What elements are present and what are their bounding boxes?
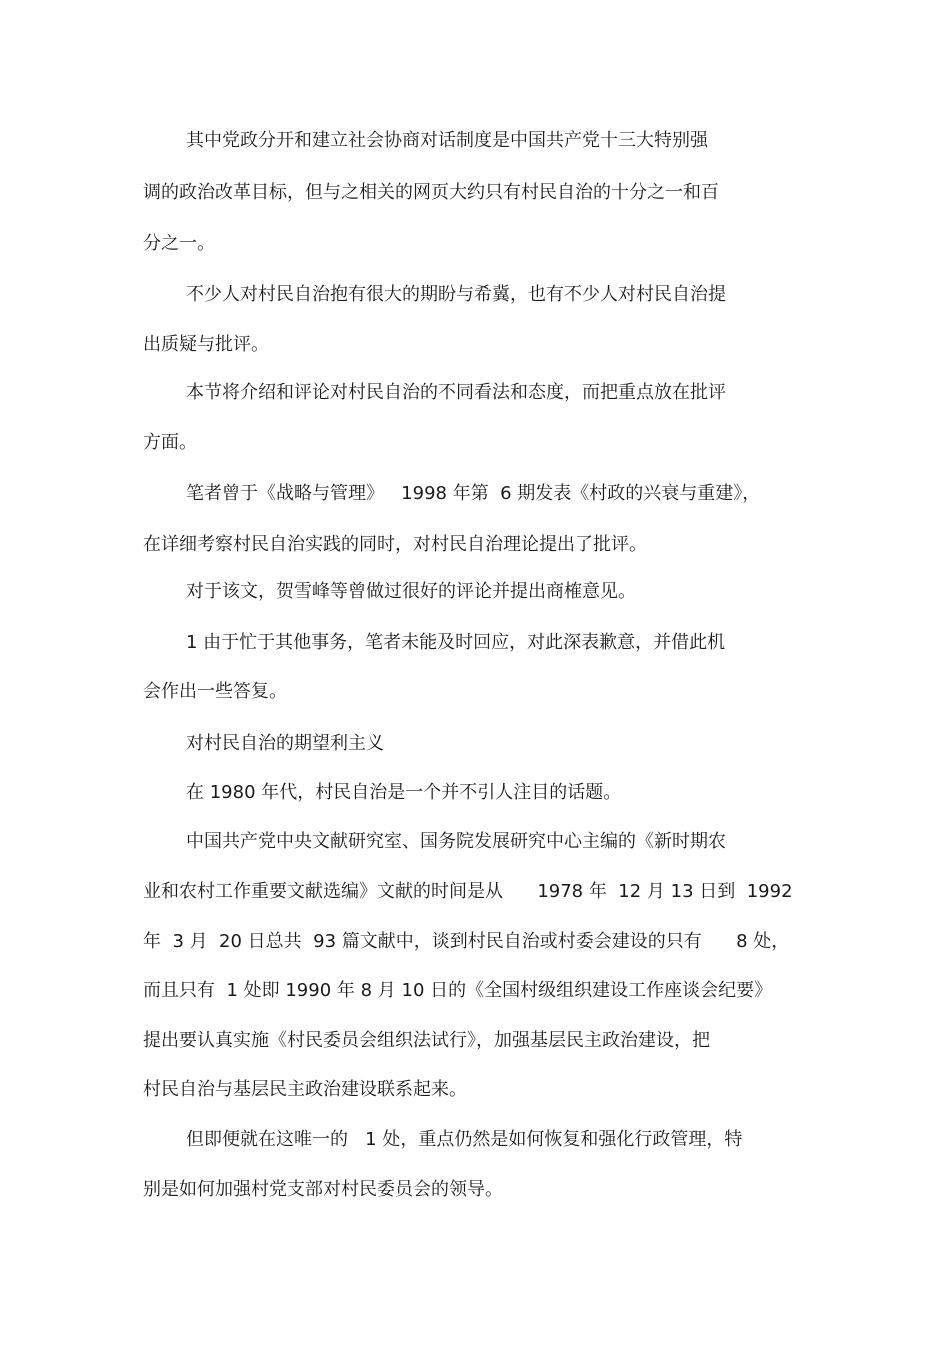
text-line: 中国共产党中央文献研究室、国务院发展研究中心主编的《新时期农	[186, 831, 726, 852]
text-line: 调的政治改革目标，但与之相关的网页大约只有村民自治的十分之一和百	[143, 182, 719, 203]
text-line: 年 3 月 20 日总共 93 篇文献中，谈到村民自治或村委会建设的只有 8 处，	[143, 931, 790, 952]
text-line: 本节将介绍和评论对村民自治的不同看法和态度，而把重点放在批评	[186, 382, 726, 403]
text-line: 笔者曾于《战略与管理》 1998 年第 6 期发表《村政的兴衰与重建》，	[186, 483, 761, 504]
text-line: 分之一。	[143, 233, 215, 254]
section-heading: 对村民自治的期望利主义	[186, 733, 384, 754]
text-line: 提出要认真实施《村民委员会组织法试行》，加强基层民主政治建设，把	[143, 1030, 710, 1051]
text-line: 会作出一些答复。	[143, 681, 287, 702]
text-line: 别是如何加强村党支部对村民委员会的领导。	[143, 1179, 503, 1200]
text-line: 业和农村工作重要文献选编》文献的时间是从 1978 年 12 月 13 日到 1992	[143, 881, 793, 902]
text-line: 1 由于忙于其他事务，笔者未能及时回应，对此深表歉意，并借此机	[186, 632, 726, 653]
text-line: 在详细考察村民自治实践的同时，对村民自治理论提出了批评。	[143, 534, 647, 555]
text-line: 方面。	[143, 432, 197, 453]
text-line: 对于该文，贺雪峰等曾做过很好的评论并提出商榷意见。	[186, 581, 636, 602]
text-line: 其中党政分开和建立社会协商对话制度是中国共产党十三大特别强	[186, 130, 708, 151]
text-line: 不少人对村民自治抱有很大的期盼与希冀，也有不少人对村民自治提	[186, 284, 726, 305]
text-line: 而且只有 1 处即 1990 年 8 月 10 日的《全国村级组织建设工作座谈会纪要》	[143, 980, 773, 1001]
text-line: 在 1980 年代，村民自治是一个并不引人注目的话题。	[186, 782, 622, 803]
text-line: 但即便就在这唯一的 1 处，重点仍然是如何恢复和强化行政管理，特	[186, 1129, 743, 1150]
text-line: 出质疑与批评。	[143, 334, 269, 355]
text-line: 村民自治与基层民主政治建设联系起来。	[143, 1079, 467, 1100]
